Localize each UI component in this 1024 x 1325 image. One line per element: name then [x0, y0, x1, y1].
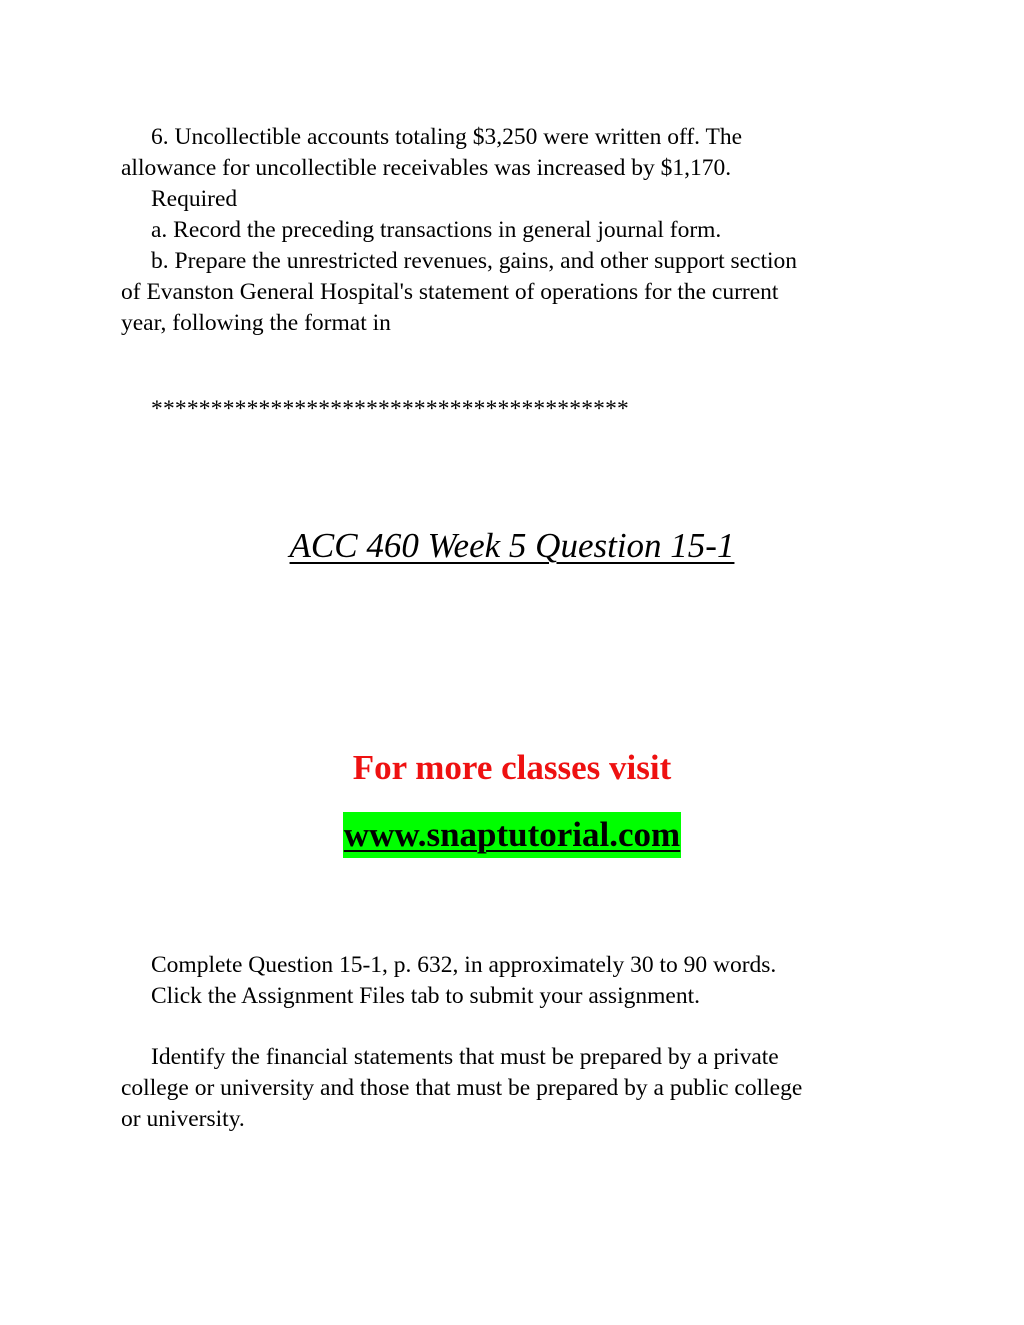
text-line: 6. Uncollectible accounts totaling $3,250 were written off. The: [151, 124, 743, 150]
page-title: [0, 522, 1024, 570]
asterisk-separator: ****************************************: [151, 396, 629, 422]
text-line: Click the Assignment Files tab to submit your assignment.: [151, 983, 700, 1009]
assignment-instructions: [121, 950, 911, 1012]
text-line: college or university and those that must be prepared by a public college: [121, 1075, 803, 1101]
promo-link-wrapper: [0, 812, 1024, 858]
text-line: a. Record the preceding transactions in general journal form.: [151, 217, 722, 243]
text-line: Identify the financial statements that must be prepared by a private: [151, 1044, 779, 1070]
question-text: [121, 1042, 911, 1135]
page-title-text: ACC 460 Week 5 Question 15-1: [289, 526, 735, 565]
text-line: of Evanston General Hospital's statement of operations for the current: [121, 279, 779, 305]
promo-text: For more classes visit: [352, 748, 672, 787]
text-line: b. Prepare the unrestricted revenues, gains, and other support section: [151, 248, 798, 274]
text-line: year, following the format in: [121, 310, 391, 336]
problem-text: [121, 122, 911, 339]
text-line: Complete Question 15-1, p. 632, in approximately 30 to 90 words.: [151, 952, 777, 978]
text-line: or university.: [121, 1106, 245, 1132]
website-link[interactable]: www.snaptutorial.com: [343, 812, 681, 858]
text-line: Required: [151, 186, 238, 212]
text-line: allowance for uncollectible receivables was increased by $1,170.: [121, 155, 732, 181]
